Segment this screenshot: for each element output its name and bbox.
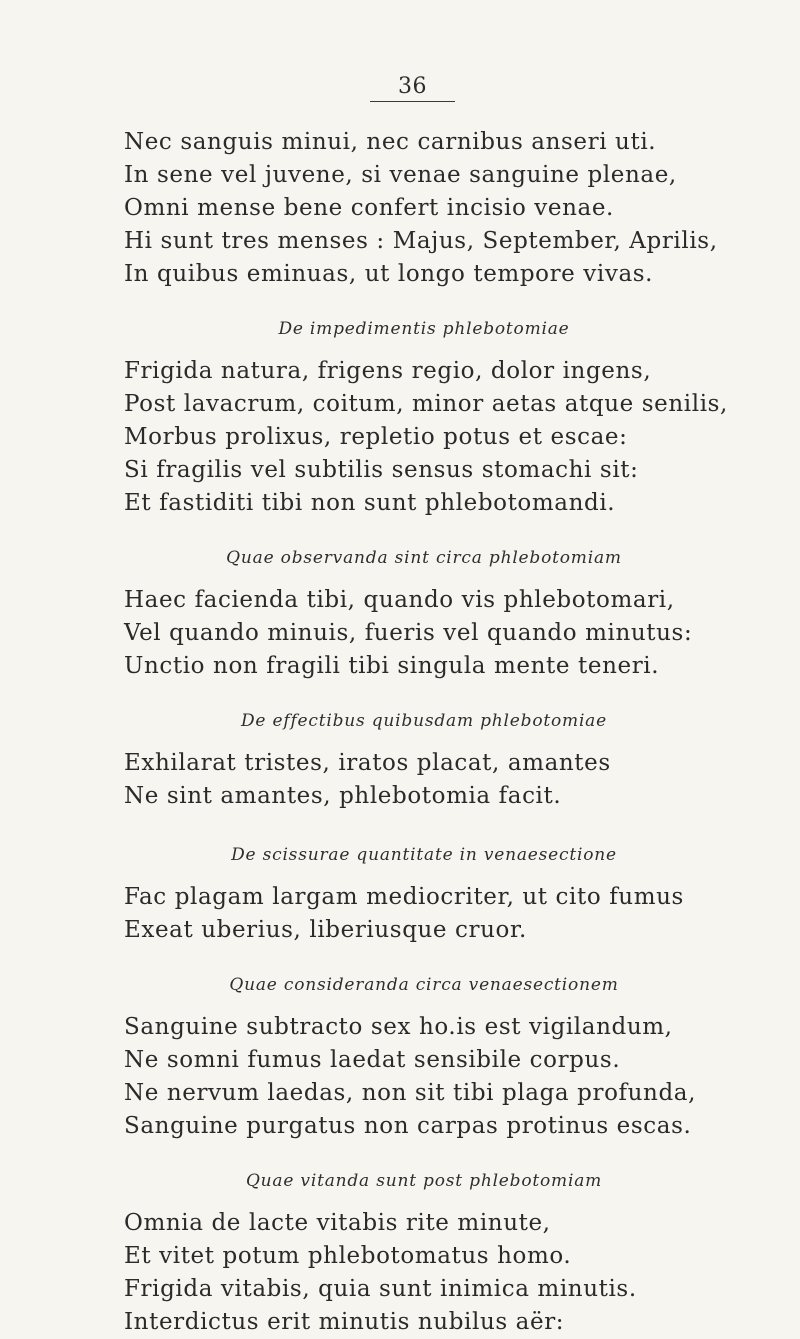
verse-line: Nec sanguis minui, nec carnibus anseri uti. — [124, 129, 657, 155]
verse-line: Vel quando minuis, fueris vel quando minutus: — [124, 620, 693, 646]
verse-line: Frigida vitabis, quia sunt inimica minutis. — [124, 1276, 637, 1302]
stanza-impedimentis — [124, 355, 764, 520]
verse-line: Haec facienda tibi, quando vis phlebotomari, — [124, 587, 675, 613]
verse-line: Sanguine subtracto sex ho.is est vigilandum, — [124, 1014, 673, 1040]
verse-line: Sanguine purgatus non carpas protinus escas. — [124, 1113, 692, 1139]
page-number: 36 — [398, 74, 427, 99]
verse-line: Ne sint amantes, phlebotomia facit. — [124, 783, 562, 809]
section-heading: Quae vitanda sunt post phlebotomiam — [245, 1171, 603, 1191]
verse-line: Frigida natura, frigens regio, dolor ingens, — [124, 358, 652, 384]
page-number-rule — [370, 101, 455, 102]
section-heading: Quae observanda sint circa phlebotomiam — [226, 548, 622, 568]
stanza-effectibus — [124, 747, 764, 813]
verse-line: Et fastiditi tibi non sunt phlebotomandi. — [124, 490, 616, 516]
verse-line: In sene vel juvene, si venae sanguine plenae, — [124, 162, 677, 188]
verse-line: Exhilarat tristes, iratos placat, amantes — [124, 750, 611, 776]
verse-line: Omnia de lacte vitabis rite minute, — [124, 1210, 551, 1236]
verse-line: Exeat uberius, liberiusque cruor. — [124, 917, 527, 943]
verse-line: Hi sunt tres menses : Majus, September, Aprilis, — [124, 228, 718, 254]
stanza-scissurae — [124, 881, 764, 947]
verse-line: Si fragilis vel subtilis sensus stomachi sit: — [124, 457, 639, 483]
section-heading: Quae consideranda circa venaesectionem — [229, 975, 619, 995]
verse-line: Fac plagam largam mediocriter, ut cito fumus — [124, 884, 684, 910]
stanza-consideranda — [124, 1011, 764, 1143]
verse-line: Interdictus erit minutis nubilus aër: — [124, 1309, 565, 1335]
verse-line: Ne somni fumus laedat sensibile corpus. — [124, 1047, 621, 1073]
poem-text — [124, 126, 764, 1339]
verse-line: Post lavacrum, coitum, minor aetas atque senilis, — [124, 391, 728, 417]
section-heading: De scissurae quantitate in venaesectione — [231, 845, 617, 865]
stanza-vitanda — [124, 1207, 764, 1339]
verse-line: Ne nervum laedas, non sit tibi plaga profunda, — [124, 1080, 697, 1106]
stanza-intro — [124, 126, 764, 291]
section-heading: De effectibus quibusdam phlebotomiae — [241, 711, 607, 731]
verse-line: Unctio non fragili tibi singula mente teneri. — [124, 653, 660, 679]
verse-line: Morbus prolixus, repletio potus et escae: — [124, 424, 628, 450]
verse-line: Et vitet potum phlebotomatus homo. — [124, 1243, 572, 1269]
verse-line: Omni mense bene confert incisio venae. — [124, 195, 614, 221]
stanza-observanda — [124, 584, 764, 683]
section-heading: De impedimentis phlebotomiae — [278, 319, 570, 339]
verse-line: In quibus eminuas, ut longo tempore vivas. — [124, 261, 654, 287]
